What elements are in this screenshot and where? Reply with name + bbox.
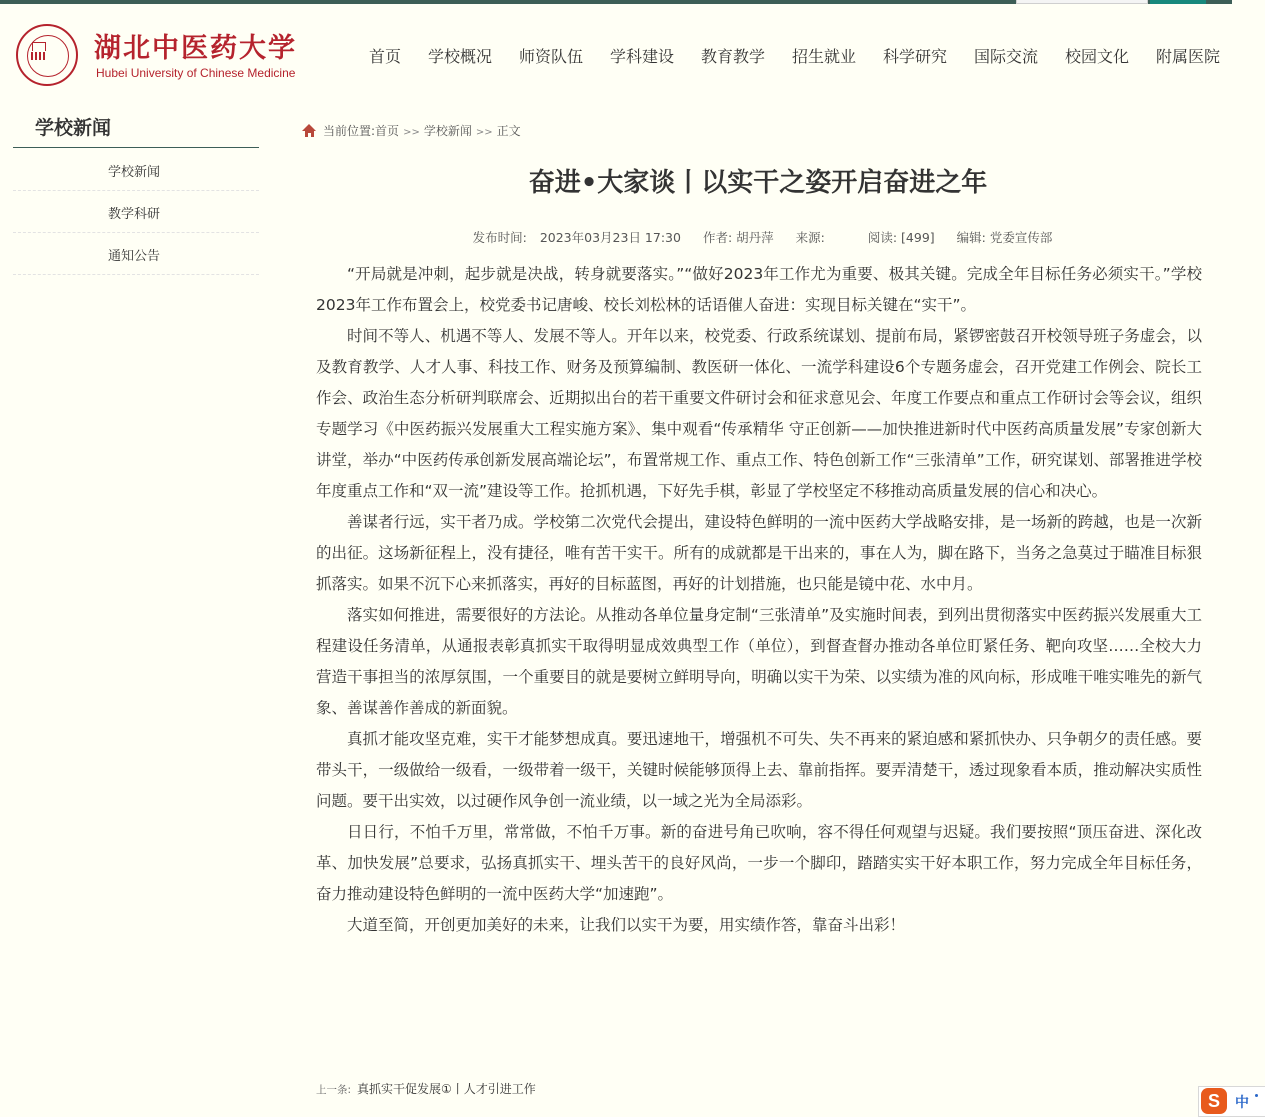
- sidebar-title-text: 学校新闻: [35, 117, 112, 139]
- article-meta: [316, 228, 1200, 246]
- breadcrumb-separator: >>: [475, 127, 493, 138]
- article-paragraph: 大道至简，开创更加美好的未来，让我们以实干为要，用实绩作答，靠奋斗出彩！: [347, 916, 906, 934]
- logo-english-name: Hubei University of Chinese Medicine: [96, 66, 296, 80]
- sidebar-item-school-news[interactable]: [13, 149, 259, 191]
- breadcrumb-school-news[interactable]: 学校新闻: [423, 124, 472, 138]
- sidebar-title: [13, 112, 259, 148]
- prev-article: [316, 1080, 536, 1097]
- sidebar-item-label: 教学科研: [108, 207, 161, 222]
- article-paragraph: 善谋者行远，实干者乃成。学校第二次党代会提出，建设特色鲜明的一流中医药大学战略安排，是一场新的跨越，也是一次新的出征。这场新征程上，没有捷径，唯有苦干实干。所有的成就都是干出来的，事在人为，脚在路下，当务之急莫过于瞄准目标狠抓落实。如果不沉下心来抓落实，再好的目标蓝图，再好的计划措施，也只能是镜中花、水中月。: [316, 513, 1202, 593]
- sogou-ime-icon[interactable]: S: [1201, 1088, 1227, 1114]
- sidebar-item-label: 学校新闻: [108, 165, 161, 180]
- ime-toolbar[interactable]: [1198, 1086, 1265, 1117]
- article-paragraph: 真抓才能攻坚克难，实干才能梦想成真。要迅速地干，增强机不可失、失不再来的紧迫感和紧抓快办、只争朝夕的责任感。要带头干，一级做给一级看，一级带着一级干，关键时候能够顶得上去、靠前指挥。要弄清楚干，透过现象看本质，推动解决实质性问题。要干出实效，以过硬作风争创一流业绩，以一域之光为全局添彩。: [316, 730, 1202, 810]
- home-icon: [302, 124, 317, 137]
- article-body: [316, 259, 1202, 941]
- article-paragraph: “开局就是冲刺，起步就是决战，转身就要落实。”“做好2023年工作尤为重要、极其关键。完成全年目标任务必须实干。”学校2023年工作布置会上，校党委书记唐峻、校长刘松林的话语催人奋进：实现目标关键在“实干”。: [316, 265, 1202, 314]
- article-paragraph: 落实如何推进，需要很好的方法论。从推动各单位量身定制“三张清单”及实施时间表，到列出贯彻落实中医药振兴发展重大工程建设任务清单，从通报表彰真抓实干取得明显成效典型工作（单位），到督查督办推动各单位盯紧任务、靶向攻坚……全校大力营造干事担当的浓厚氛围，一个重要目的就是要树立鲜明导向，明确以实干为荣、以实绩为准的风向标，形成唯干唯实唯先的新气象、善谋善作善成的新面貌。: [316, 606, 1202, 717]
- breadcrumb-home[interactable]: 首页: [375, 124, 400, 138]
- editor: 编辑: 党委宣传部: [956, 230, 1053, 245]
- nav-item-home[interactable]: 首页: [369, 47, 402, 66]
- author: 作者: 胡丹萍: [702, 230, 774, 245]
- breadcrumb: [302, 122, 521, 139]
- article-title: 奋进•大家谈丨以实干之姿开启奋进之年: [528, 168, 988, 198]
- nav-item-about[interactable]: 学校概况: [428, 47, 493, 66]
- prev-article-label: 上一条:: [316, 1084, 352, 1096]
- nav-item-hospitals[interactable]: 附属医院: [1156, 47, 1221, 66]
- sidebar-item-label: 通知公告: [108, 249, 161, 264]
- nav-item-research[interactable]: 科学研究: [883, 47, 948, 66]
- sidebar-item-notices[interactable]: [13, 233, 259, 275]
- ime-language-toggle[interactable]: 中: [1235, 1095, 1249, 1111]
- breadcrumb-separator: >>: [403, 127, 420, 138]
- nav-item-faculty[interactable]: 师资队伍: [519, 47, 584, 66]
- nav-item-international[interactable]: 国际交流: [974, 47, 1039, 66]
- source: 来源:: [795, 230, 825, 245]
- main-nav: [0, 44, 1265, 68]
- breadcrumb-prefix: 当前位置:: [323, 124, 376, 138]
- views: 阅读: [499]: [867, 230, 935, 245]
- logo-chinese-name: 湖北中医药大学: [94, 33, 297, 64]
- sidebar-item-teaching-research[interactable]: [13, 191, 259, 233]
- nav-item-campus-culture[interactable]: 校园文化: [1065, 47, 1130, 66]
- prev-article-link[interactable]: 真抓实干促发展①丨人才引进工作: [357, 1082, 536, 1096]
- nav-item-admissions[interactable]: 招生就业: [792, 47, 857, 66]
- article-paragraph: 日日行，不怕千万里，常常做，不怕千万事。新的奋进号角已吹响，容不得任何观望与迟疑。我们要按照“顶压奋进、深化改革、加快发展”总要求，弘扬真抓实干、埋头苦干的良好风尚，一步一个脚印，踏踏实实干好本职工作，努力完成全年目标任务，奋力推动建设特色鲜明的一流中医药大学“加速跑”。: [316, 823, 1202, 903]
- search-input[interactable]: [1016, 0, 1148, 4]
- breadcrumb-current: 正文: [496, 124, 521, 138]
- nav-item-disciplines[interactable]: 学科建设: [610, 47, 675, 66]
- search-button[interactable]: [1150, 0, 1206, 4]
- nav-item-education[interactable]: 教育教学: [701, 47, 766, 66]
- ime-punctuation-icon[interactable]: [1255, 1094, 1258, 1097]
- article-paragraph: 时间不等人、机遇不等人、发展不等人。开年以来，校党委、行政系统谋划、提前布局，紧锣密鼓召开校领导班子务虚会，以及教育教学、人才人事、科技工作、财务及预算编制、教医研一体化、一流学科建设6个专题务虚会，召开党建工作例会、院长工作会、政治生态分析研判联席会、近期拟出台的若干重要文件研讨会和征求意见会、年度工作要点和重点工作研讨会等会议，组织专题学习《中医药振兴发展重大工程实施方案》、集中观看“传承精华 守正创新——加快推进新时代中医药高质量发展”专家创新大讲堂，举办“中医药传承创新发展高端论坛”，布置常规工作、重点工作、特色创新工作“三张清单”工作，研究谋划、部署推进学校年度重点工作和“双一流”建设等工作。抢抓机遇，下好先手棋，彰显了学校坚定不移推动高质量发展的信心和决心。: [316, 327, 1202, 500]
- publish-time: 发布时间: 2023年03月23日 17:30: [472, 230, 681, 245]
